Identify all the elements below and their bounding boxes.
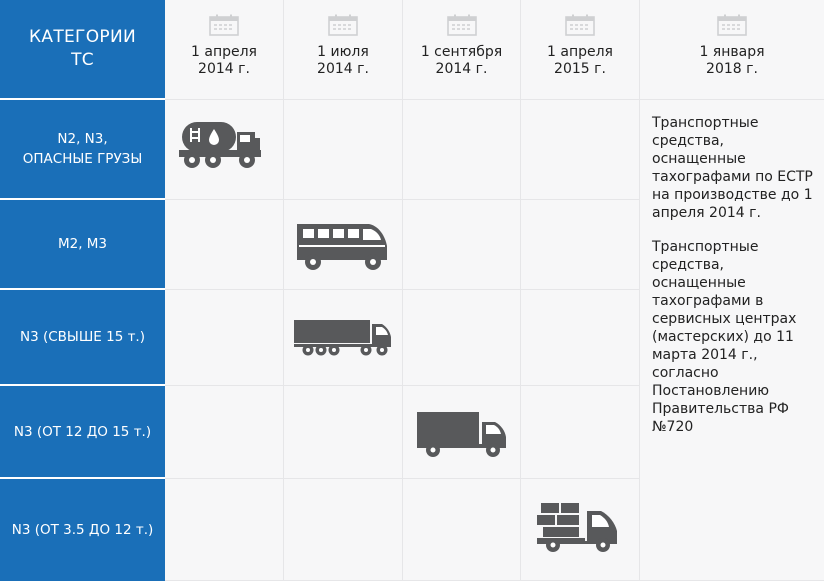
category-label: N3 (СВЫШЕ 15 т.) (20, 329, 145, 345)
category-label: N3 (ОТ 3.5 ДО 12 т.) (11, 522, 154, 538)
date-header-label: 1 января 2018 г. (699, 44, 765, 77)
calendar-icon (328, 14, 358, 36)
grid-cell (284, 290, 403, 386)
date-header-label: 1 сентября 2014 г. (420, 44, 503, 77)
calendar-icon (209, 14, 239, 36)
category-row-label (0, 386, 165, 479)
tanker-truck-icon (179, 120, 263, 170)
grid-cell (403, 290, 521, 386)
category-label: N2, N3, ОПАСНЫЕ ГРУЗЫ (22, 131, 143, 167)
grid-cell (284, 386, 403, 479)
calendar-icon (565, 14, 595, 36)
grid-cell (165, 386, 284, 479)
date-header-cell (284, 0, 403, 100)
date-header-cell (165, 0, 284, 100)
date-header-cell (640, 0, 824, 100)
grid-cell (403, 200, 521, 290)
grid-cell (403, 100, 521, 200)
grid-cell (284, 479, 403, 581)
category-header (0, 0, 165, 100)
category-row-label (0, 290, 165, 386)
grid-cell (165, 479, 284, 581)
cargo-truck-icon (537, 501, 621, 553)
date-header-cell (403, 0, 521, 100)
grid-cell (521, 386, 640, 479)
semi-truck-icon (294, 318, 394, 358)
grid-cell (284, 200, 403, 290)
category-label: N3 (ОТ 12 ДО 15 т.) (13, 423, 152, 440)
info-panel (640, 100, 824, 581)
date-header-label: 1 апреля 2015 г. (547, 44, 613, 77)
grid-cell (165, 200, 284, 290)
info-paragraph: Транспортные средства, оснащенные тахографами по ЕСТР на производстве до 1 апреля 2014 г. (652, 115, 813, 221)
category-header-label: КАТЕГОРИИ ТС (29, 27, 136, 70)
date-header-label: 1 июля 2014 г. (317, 44, 369, 77)
grid-cell (165, 290, 284, 386)
grid-cell (403, 386, 521, 479)
grid-cell (165, 100, 284, 200)
grid-cell (521, 479, 640, 581)
info-paragraph: Транспортные средства, оснащенные тахографами в сервисных центрах (мастерских) до 11 марта 2014 г., согласно Постановлению Правительства РФ №720 (652, 239, 797, 435)
category-row-label (0, 479, 165, 581)
box-truck-icon (415, 410, 509, 458)
grid-cell (521, 200, 640, 290)
grid-cell (521, 290, 640, 386)
category-row-label (0, 200, 165, 290)
calendar-icon (717, 14, 747, 36)
grid-cell (284, 100, 403, 200)
grid-cell (403, 479, 521, 581)
category-label: M2, M3 (57, 236, 108, 252)
date-header-cell (521, 0, 640, 100)
date-header-label: 1 апреля 2014 г. (191, 44, 257, 77)
grid-cell (521, 100, 640, 200)
category-row-label (0, 100, 165, 200)
calendar-icon (447, 14, 477, 36)
bus-icon (295, 220, 389, 270)
